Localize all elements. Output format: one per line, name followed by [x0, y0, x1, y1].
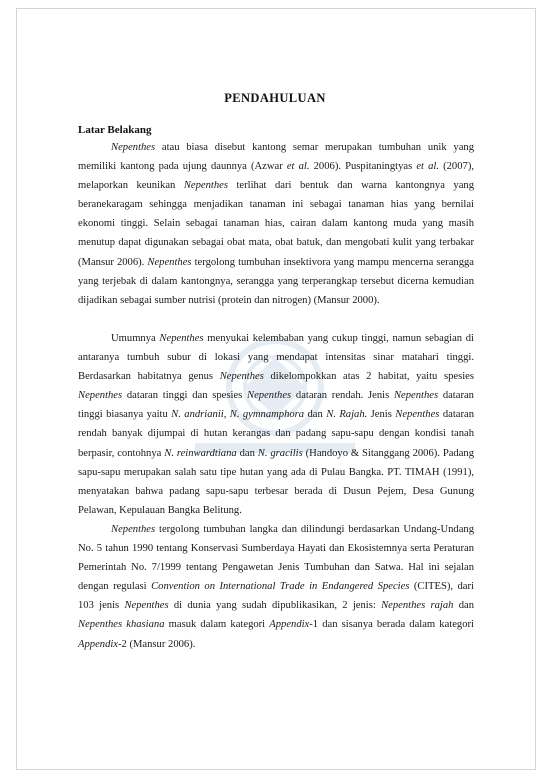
text-run: di dunia yang sudah dipublikasikan, 2 jenis: [168, 600, 382, 612]
italic-run: Nepenthes [159, 333, 204, 344]
text-run: (2007), melaporkan keunikan [78, 161, 474, 192]
text-run: -1 dan sisanya berada dalam kategori [309, 619, 474, 631]
text-run: atau biasa disebut kantong semar merupakan tumbuhan unik yang memiliki kantong pada ujung daunnya (Azwar [78, 142, 474, 173]
text-run: dan [236, 447, 258, 459]
italic-run: Nepenthes [124, 600, 169, 612]
text-run: terlihat dari bentuk dan warna kantongnya yang beranekaragam sehingga menjadikan tanaman ini sebagai tanaman hias yang bernilai ekonomi tinggi. Selain sebagai tanaman hias, cairan dalam kantong muda yang masih menutup dapat digunakan sebagai obat mata, obat batuk, dan mengobati kulit yang terbakar (Mansur 2006). [78, 180, 474, 268]
text-run: dataran rendah. Jenis [291, 390, 394, 402]
text-run: -2 (Mansur 2006). [118, 638, 196, 650]
italic-run: Nepenthes [219, 371, 264, 383]
italic-run: et al. [416, 161, 439, 173]
text-run: 2006). Puspitaningtyas [309, 161, 417, 173]
text-run: Jenis [367, 409, 396, 421]
text-run: Umumnya [111, 333, 160, 344]
text-run: menyukai kelembaban yang cukup tinggi, namun sebagian di antaranya tumbuh subur di lokasi yang mendapat intensitas sinar matahari tinggi. Berdasarkan habitatnya genus [78, 333, 474, 383]
italic-run: N. Rajah. [326, 409, 368, 421]
text-run: tergolong tumbuhan insektivora yang mampu mencerna serangga yang terjebak di dalam kantongnya, serangga yang terperangkap tersebut dicerna kemudian dijadikan sebagai sumber nutrisi (protein dan nitrogen) (Mansur 2000). [78, 256, 474, 306]
italic-run: Nepenthes [183, 180, 228, 192]
text-run: dikelompokkan atas 2 habitat, yaitu spesies [263, 371, 475, 383]
section-heading: Latar Belakang [78, 124, 152, 136]
paragraph-3 [78, 520, 474, 654]
text-run: dan [304, 409, 327, 421]
text-run: dataran tinggi dan spesies [122, 390, 248, 402]
italic-run: N. gracilis [257, 447, 303, 459]
italic-run: N. andrianii, N. gymnamphora [171, 409, 305, 421]
italic-run: Nepenthes [147, 256, 192, 268]
italic-run: Nepenthes [78, 390, 123, 402]
page-title: PENDAHULUAN [224, 91, 326, 105]
italic-run: Nepenthes rajah [381, 600, 454, 612]
italic-run: N. reinwardtiana [164, 447, 237, 459]
italic-run: et al. [286, 161, 310, 173]
text-run: (CITES), dari 103 jenis [78, 581, 474, 612]
italic-run: Nepenthes [247, 390, 292, 402]
paragraph-2 [78, 329, 474, 520]
text-run: dan [453, 600, 475, 612]
text-run: tergolong tumbuhan langka dan dilindungi berdasarkan Undang-Undang No. 5 tahun 1990 tentang Konservasi Sumberdaya Hayati dan Ekosistemnya serta Peraturan Pemerintah No. 7/1999 tentang Pengawetan Jenis Tumbuhan dan Satwa. Hal ini sejalan dengan regulasi [78, 524, 474, 593]
italic-run: Appendix [269, 619, 310, 631]
italic-run: Convention on International Trade in Endangered Species [151, 581, 410, 593]
paragraph-1 [78, 138, 474, 310]
text-run: (Handoyo & Sitanggang 2006). Padang sapu-sapu merupakan salah satu tipe hutan yang ada di Pulau Bangka. PT. TIMAH (1991), menyatakan bahwa padang sapu-sapu terbesar berada di Dusun Pejem, Desa Gunung Pelawan, Kepulauan Bangka Belitung. [78, 447, 475, 516]
italic-run: Nepenthes [393, 390, 439, 402]
text-run: dataran rendah banyak dijumpai di hutan kerangas dan padang sapu-sapu dengan kondisi tanah berpasir, contohnya [78, 409, 474, 459]
italic-run: Nepenthes khasiana [78, 619, 165, 631]
text-run: masuk dalam kategori [164, 619, 270, 631]
text-run: dataran tinggi biasanya yaitu [78, 390, 474, 421]
italic-run: Nepenthes [111, 142, 156, 153]
italic-run: Nepenthes [111, 524, 156, 535]
italic-run: Nepenthes [395, 409, 440, 421]
italic-run: Appendix [78, 638, 119, 650]
